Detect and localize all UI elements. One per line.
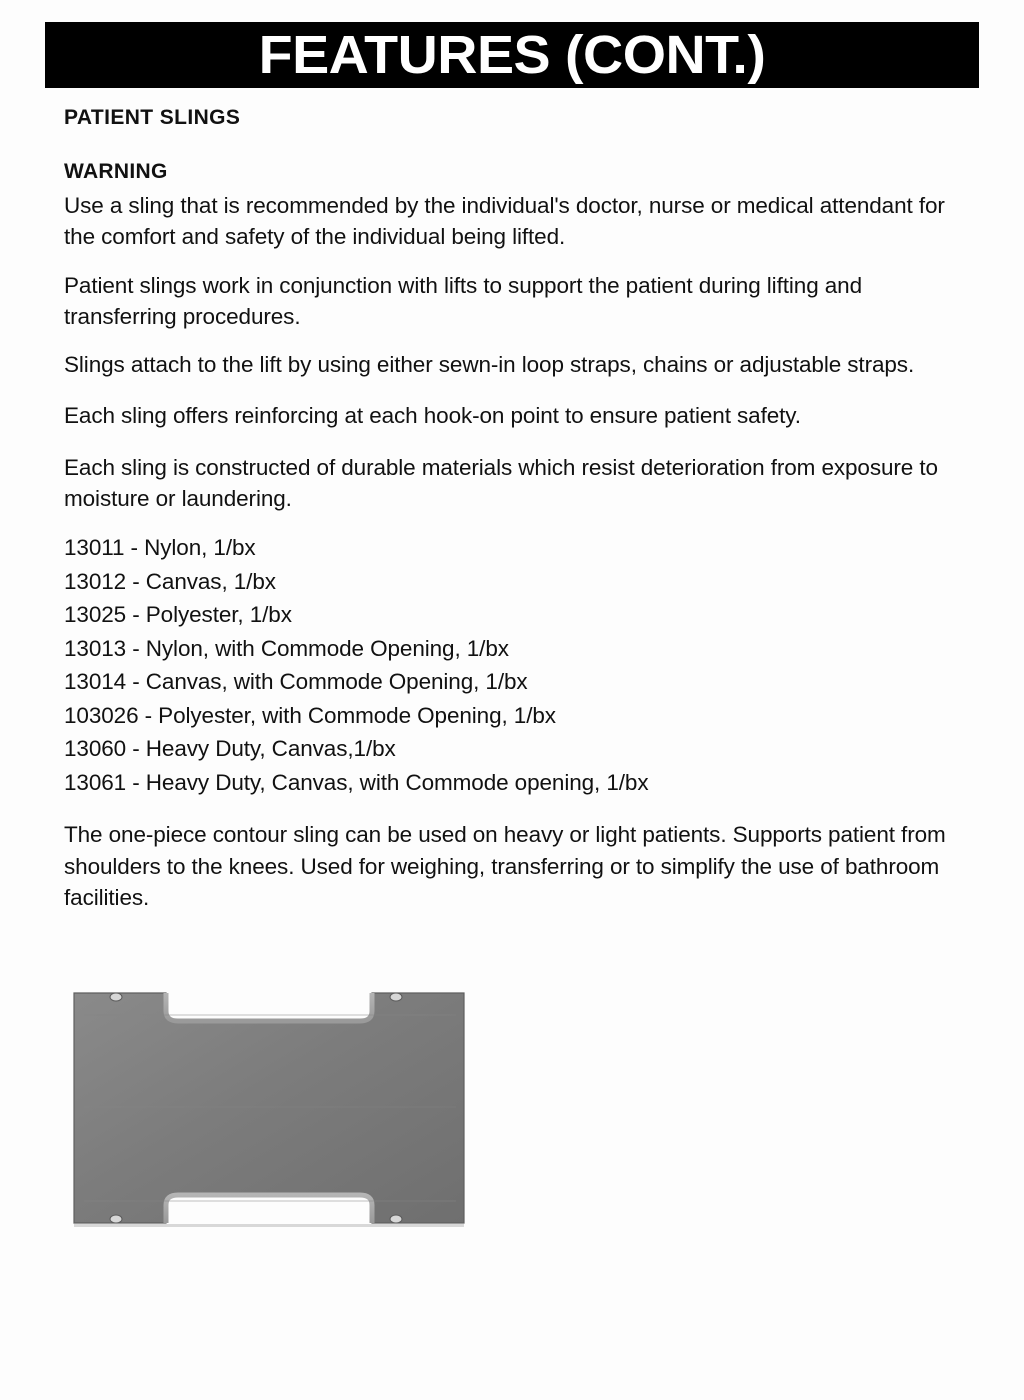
list-item: 13060 - Heavy Duty, Canvas,1/bx [64, 736, 396, 762]
paragraph-warning-text: Use a sling that is recommended by the individual's doctor, nurse or medical attendant for the comfort and safety of the individual being lifted. [64, 193, 945, 250]
warning-label: WARNING [64, 160, 168, 183]
sling-illustration [60, 975, 480, 1275]
paragraph-reinforcing: Each sling offers reinforcing at each hook-on point to ensure patient safety. [64, 403, 801, 429]
patient-sling-photo [60, 975, 480, 1275]
paragraph-materials: Each sling is constructed of durable materials which resist deterioration from exposure to moisture or laundering. [64, 454, 938, 511]
page-header-banner [45, 22, 979, 88]
paragraph-contour-sling: The one-piece contour sling can be used on heavy or light patients. Supports patient from shoulders to the knees. Used for weighing, transferring or to simplify the use of bathroom facilities. [64, 822, 946, 910]
list-item: 103026 - Polyester, with Commode Opening, 1/bx [64, 702, 556, 728]
section-label: PATIENT SLINGS [64, 106, 241, 129]
list-item: 13061 - Heavy Duty, Canvas, with Commode opening, 1/bx [64, 769, 649, 795]
list-item: 13025 - Polyester, 1/bx [64, 602, 292, 628]
list-item: 13012 - Canvas, 1/bx [64, 568, 276, 594]
model-number-list [64, 531, 964, 799]
page-title: FEATURES (CONT.) [258, 25, 766, 85]
list-item: 13013 - Nylon, with Commode Opening, 1/bx [64, 635, 509, 661]
paragraph-slings-function: Patient slings work in conjunction with lifts to support the patient during lifting and transferring procedures. [64, 272, 863, 329]
paragraph-attachment: Slings attach to the lift by using either sewn-in loop straps, chains or adjustable straps. [64, 352, 915, 378]
page-content [64, 106, 964, 930]
list-item: 13011 - Nylon, 1/bx [64, 535, 256, 561]
list-item: 13014 - Canvas, with Commode Opening, 1/bx [64, 669, 528, 695]
